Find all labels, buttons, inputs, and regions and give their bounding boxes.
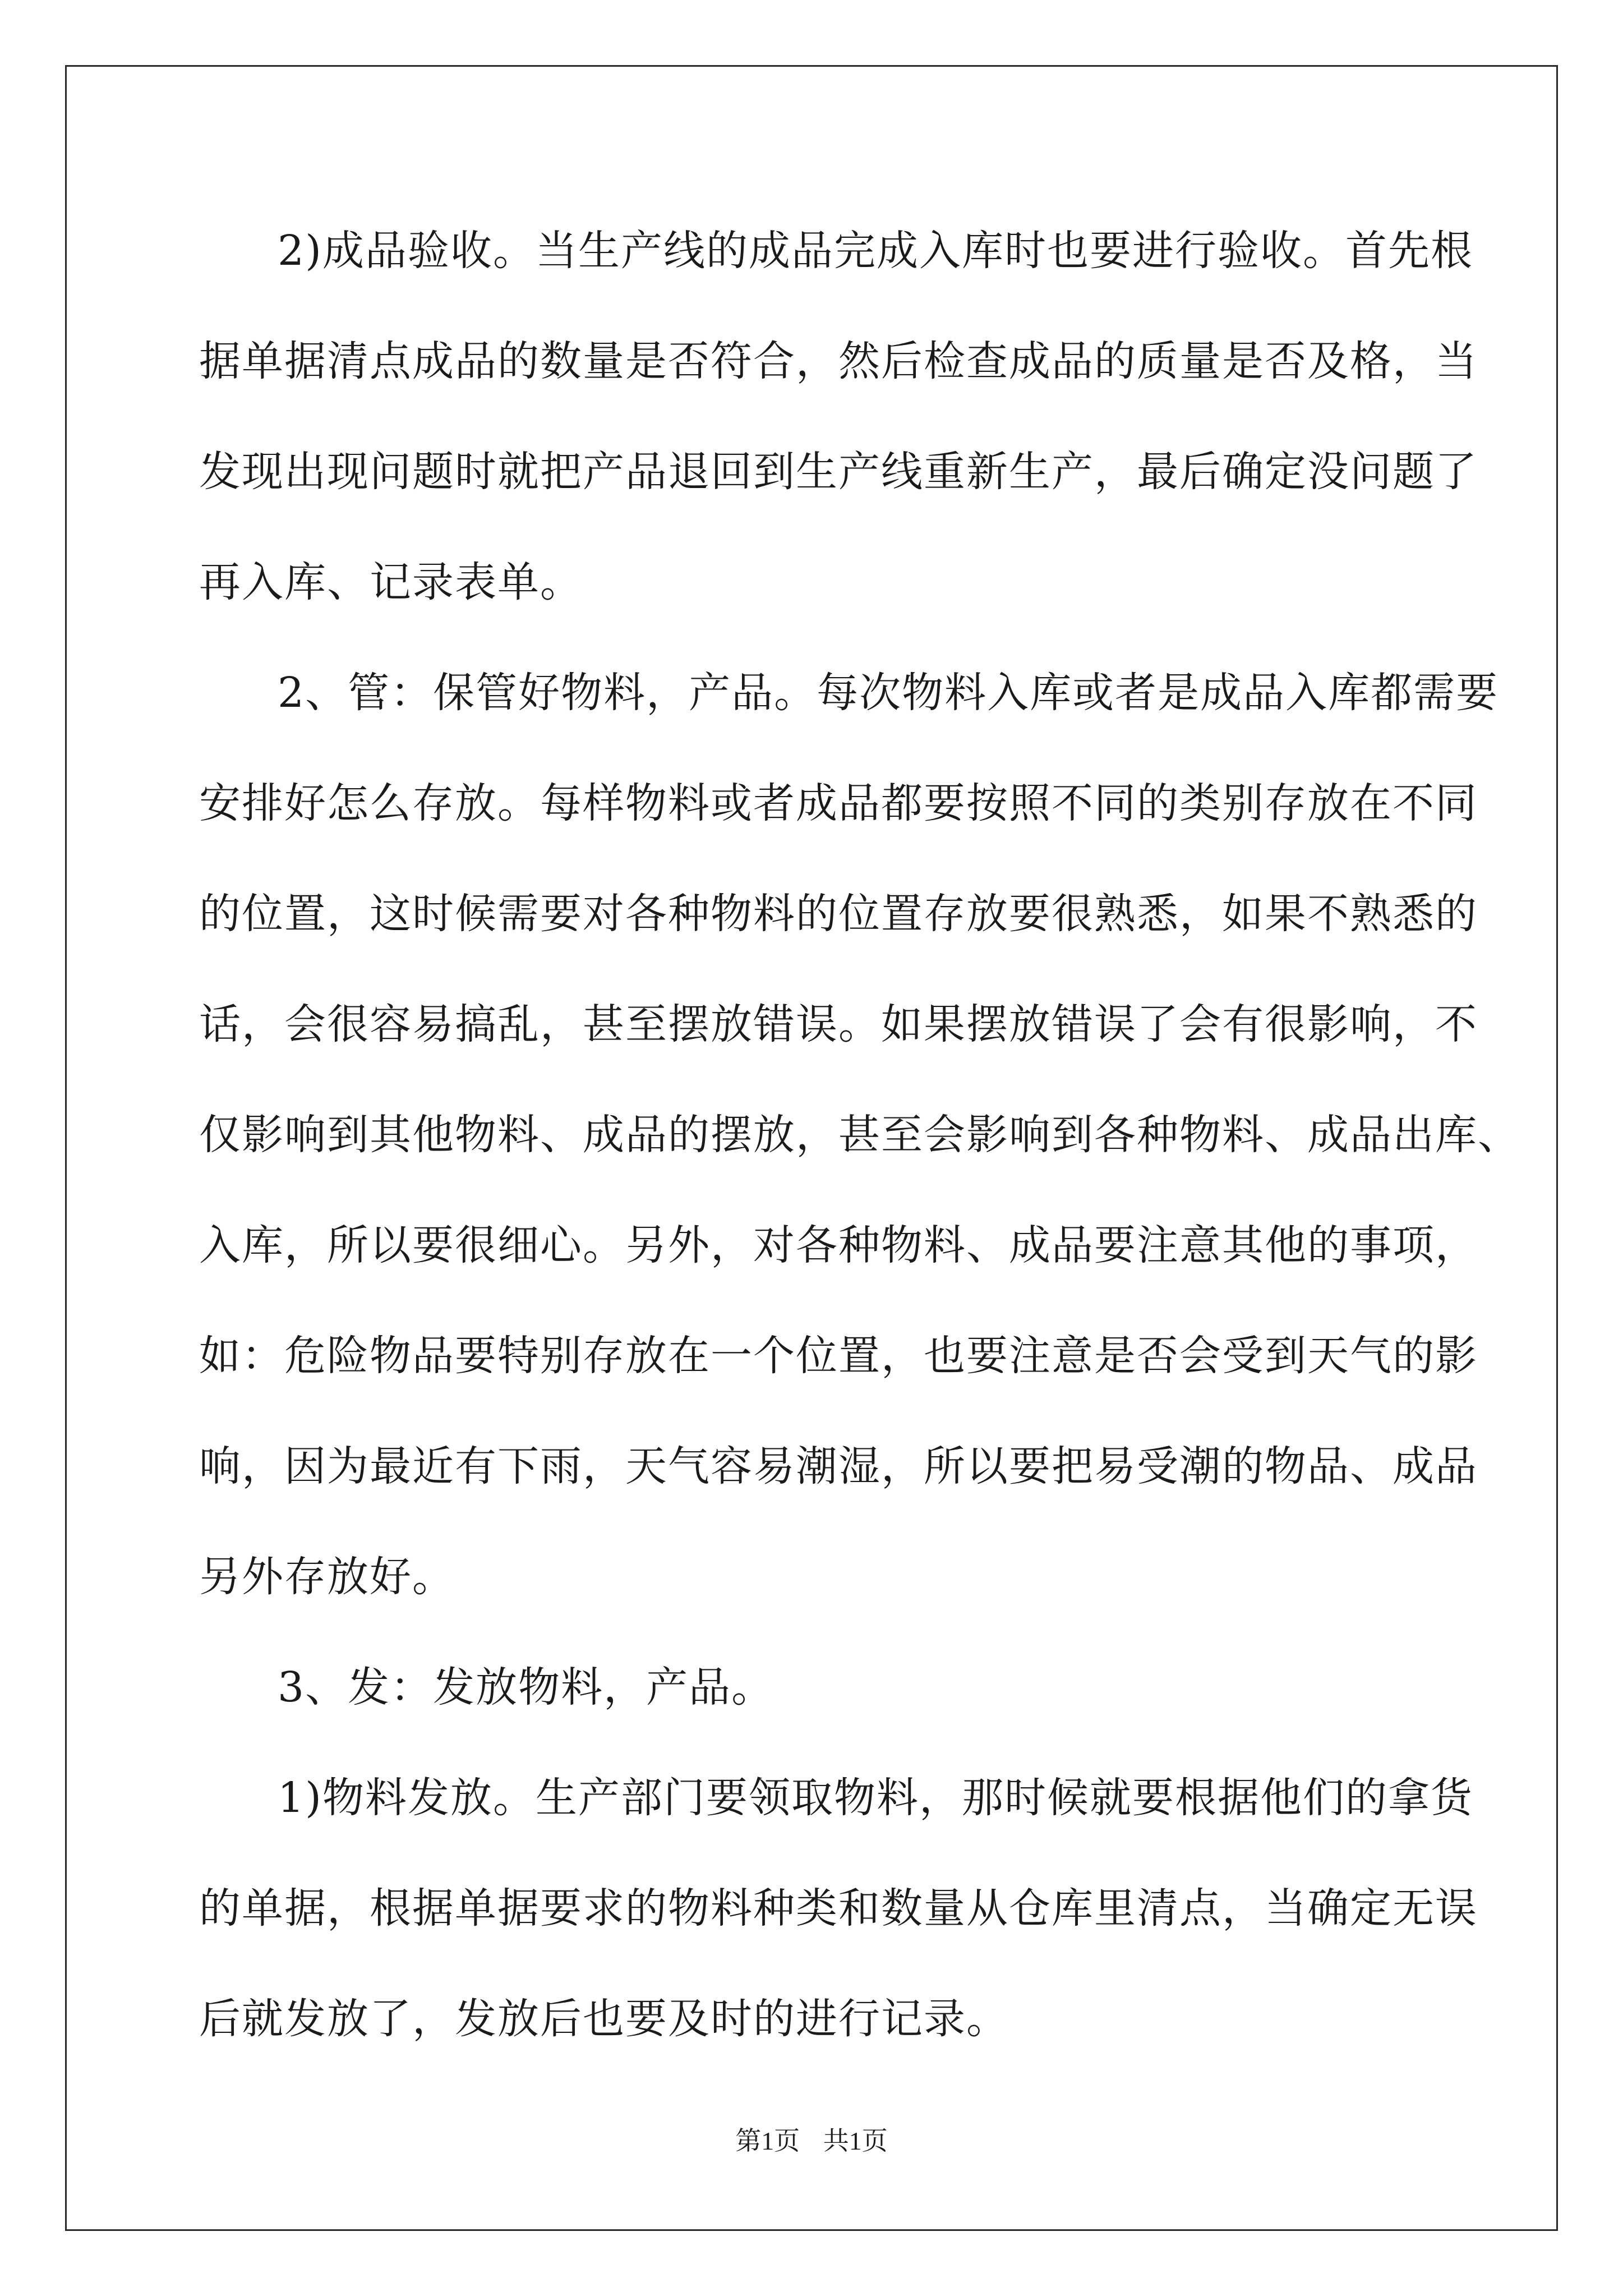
text-line: 安排好怎么存放。每样物料或者成品都要按照不同的类别存放在不同 xyxy=(199,779,1478,827)
text-line: 再入库、记录表单。 xyxy=(199,558,583,606)
text-line: 据单据清点成品的数量是否符合，然后检查成品的质量是否及格，当 xyxy=(199,337,1478,385)
text-line: 如：危险物品要特别存放在一个位置，也要注意是否会受到天气的影 xyxy=(199,1332,1478,1380)
text-line: 2、管：保管好物料，产品。每次物料入库或者是成品入库都需要 xyxy=(278,669,1499,717)
text-line: 响，因为最近有下雨，天气容易潮湿，所以要把易受潮的物品、成品 xyxy=(199,1442,1478,1490)
text-line: 2)成品验收。当生产线的成品完成入库时也要进行验收。首先根 xyxy=(278,227,1473,275)
text-line: 3、发：发放物料，产品。 xyxy=(278,1663,774,1711)
text-line: 另外存放好。 xyxy=(199,1553,455,1601)
text-line: 1)物料发放。生产部门要领取物料，那时候就要根据他们的拿货 xyxy=(278,1774,1473,1822)
text-line: 后就发放了，发放后也要及时的进行记录。 xyxy=(199,1995,1009,2043)
text-line: 的位置，这时候需要对各种物料的位置存放要很熟悉，如果不熟悉的 xyxy=(199,890,1478,938)
text-line: 话，会很容易搞乱，甚至摆放错误。如果摆放错误了会有很影响，不 xyxy=(199,1000,1478,1048)
page-number-footer: 第1页 共1页 xyxy=(735,2127,888,2155)
document-body xyxy=(199,220,1520,2099)
text-line: 仅影响到其他物料、成品的摆放，甚至会影响到各种物料、成品出库、 xyxy=(199,1111,1520,1159)
text-line: 入库，所以要很细心。另外，对各种物料、成品要注意其他的事项， xyxy=(199,1221,1478,1269)
text-line: 的单据，根据单据要求的物料种类和数量从仓库里清点，当确定无误 xyxy=(199,1884,1478,1932)
text-line: 发现出现问题时就把产品退回到生产线重新生产，最后确定没问题了 xyxy=(199,448,1478,496)
